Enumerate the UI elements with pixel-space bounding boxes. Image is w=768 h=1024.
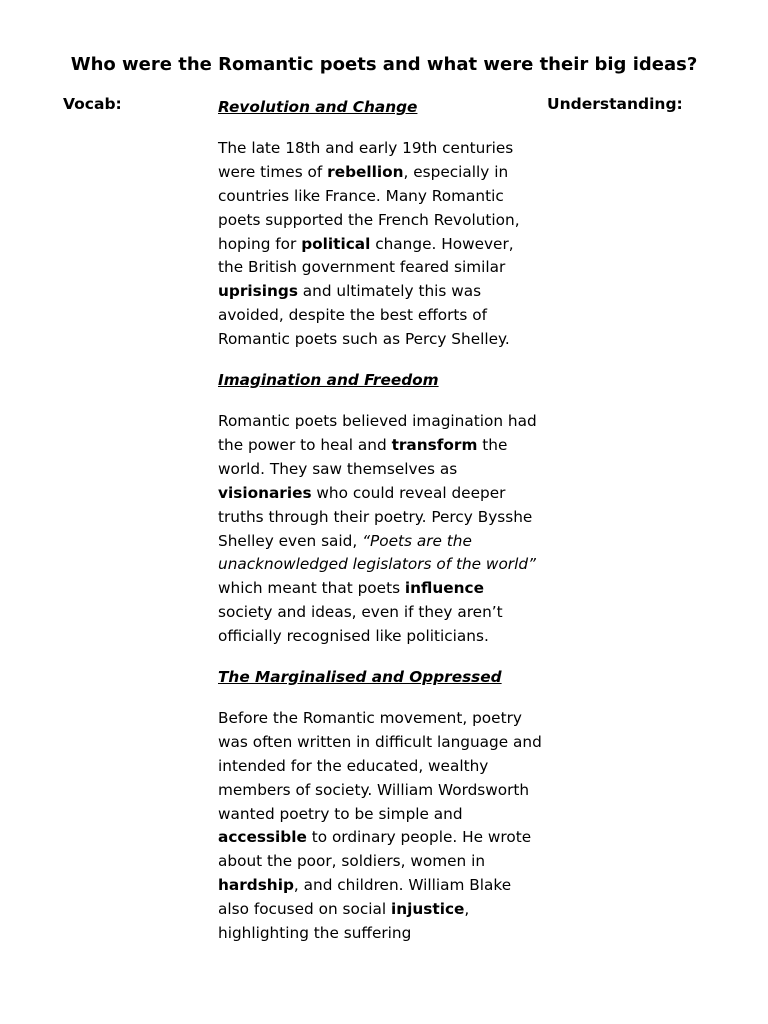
bold-term: hardship <box>218 876 294 895</box>
text-run: who could reveal deeper truths through their poetry. Percy Bysshe Shelley even said, <box>218 483 533 550</box>
bold-term: rebellion <box>327 162 404 181</box>
text-run: Romantic poets believed imagination had the power to heal and <box>218 411 537 454</box>
bold-term: visionaries <box>218 483 312 502</box>
bold-term: political <box>301 234 371 253</box>
bold-term: injustice <box>391 900 465 919</box>
section-marginalised <box>218 666 543 946</box>
quote: “Poets are the unacknowledged legislators of the world” <box>218 531 536 574</box>
text-run: the world. They saw themselves as <box>218 435 508 478</box>
text-run: change. However, the British government feared similar <box>218 234 514 277</box>
text-run: Before the Romantic movement, poetry was often written in difficult language and intended for the educated, wealthy members of society. William Wordsworth wanted poetry to be simple and <box>218 708 542 823</box>
text-run: society and ideas, even if they aren’t officially recognised like politicians. <box>218 603 503 646</box>
text-run: , and children. William Blake also focused on social <box>218 876 512 919</box>
section-paragraph <box>218 707 543 946</box>
bold-term: influence <box>404 579 484 598</box>
section-heading: Revolution and Change <box>218 98 418 116</box>
section-revolution <box>218 96 543 352</box>
section-imagination <box>218 369 543 649</box>
text-run: to ordinary people. He wrote about the poor, soldiers, women in <box>218 828 532 871</box>
section-paragraph <box>218 410 543 649</box>
section-paragraph <box>218 137 543 352</box>
bold-term: accessible <box>218 828 307 847</box>
section-heading: Imagination and Freedom <box>218 371 439 390</box>
bold-term: transform <box>391 435 478 454</box>
vocab-label: Vocab: <box>63 95 122 113</box>
text-run: which meant that poets <box>218 579 405 598</box>
section-heading: The Marginalised and Oppressed <box>218 668 502 687</box>
understanding-label: Understanding: <box>547 95 683 113</box>
text-run: and ultimately this was avoided, despite the best efforts of Romantic poets such as Percy Shelley. <box>218 282 510 349</box>
text-run: , especially in countries like France. Many Romantic poets supported the French Revolution, hoping for <box>218 162 520 253</box>
page-title: Who were the Romantic poets and what were their big ideas? <box>70 54 698 75</box>
bold-term: uprisings <box>218 282 298 301</box>
text-run: The late 18th and early 19th centuries were times of <box>218 138 514 181</box>
main-text-column <box>218 96 543 963</box>
text-run: , highlighting the suffering <box>218 900 470 943</box>
